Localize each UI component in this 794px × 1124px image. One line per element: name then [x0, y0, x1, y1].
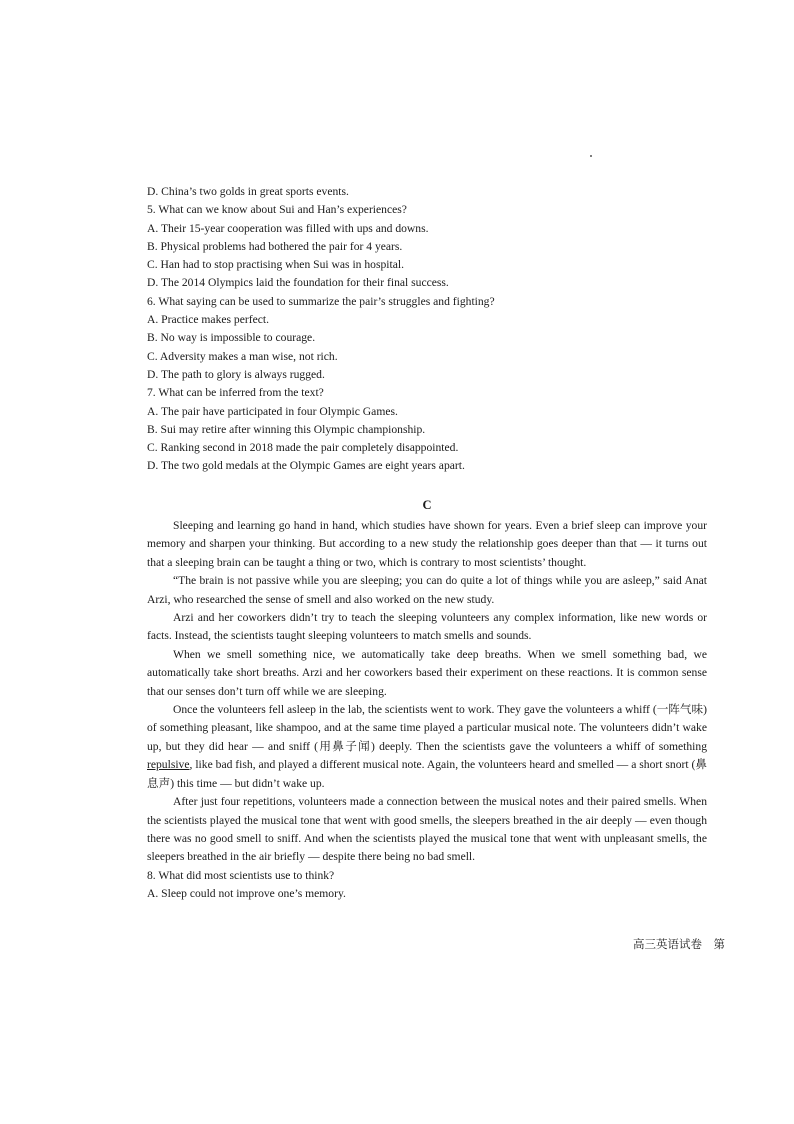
passage-paragraph: When we smell something nice, we automatically take deep breaths. When we smell something bad, we automatically take short breaths. Arzi and her coworkers based their experiment on these reactions. It is common sense that our senses don’t turn off while we are sleeping. — [147, 647, 707, 698]
option-line: A. Sleep could not improve one’s memory. — [147, 887, 346, 901]
option-line: D. The path to glory is always rugged. — [147, 367, 325, 381]
section-heading: C — [422, 498, 432, 512]
question-line: 6. What saying can be used to summarize the pair’s struggles and fighting? — [147, 294, 495, 308]
option-line: A. Practice makes perfect. — [147, 313, 269, 327]
passage-paragraph — [147, 701, 707, 793]
option-line: A. The pair have participated in four Olympic Games. — [147, 404, 398, 418]
question-options-block — [147, 183, 707, 476]
option-line: C. Ranking second in 2018 made the pair completely disappointed. — [147, 441, 459, 455]
passage-paragraph: Sleeping and learning go hand in hand, which studies have shown for years. Even a brief sleep can improve your memory and sharpen your thinking. But according to a new study the relationship goes deeper than that — it turns out that a sleeping brain can be taught a thing or two, which is contrary to most scientists’ thought. — [147, 519, 707, 569]
question-line: 5. What can we know about Sui and Han’s experiences? — [147, 203, 407, 217]
option-line: D. The two gold medals at the Olympic Games are eight years apart. — [147, 459, 465, 473]
scan-speck — [590, 155, 592, 157]
option-line: C. Adversity makes a man wise, not rich. — [147, 349, 338, 363]
passage-paragraph: Arzi and her coworkers didn’t try to teach the sleeping volunteers any complex information, like new words or facts. Instead, the scientists taught sleeping volunteers to match smells and sounds. — [147, 611, 707, 643]
option-line: A. Their 15-year cooperation was filled with ups and downs. — [147, 221, 429, 235]
underlined-word: repulsive — [147, 758, 190, 772]
option-line: B. No way is impossible to courage. — [147, 331, 316, 345]
page-footer: 高三英语试卷 第 — [633, 939, 725, 951]
paragraph-text: , like bad fish, and played a different musical note. Again, the volunteers heard and smelled — a short snort (鼻息声) this time — but didn’t wake up. — [147, 758, 707, 790]
option-line: B. Sui may retire after winning this Olympic championship. — [147, 422, 426, 436]
paragraph-text: Once the volunteers fell asleep in the lab, the scientists went to work. They gave the volunteers a whiff (一阵气味) of something pleasant, like shampoo, and at the same time played a particular musical note. The volunteers didn’t wake up, but they did hear — and sniff (用鼻子闻) deeply. Then the scientists gave the volunteers a whiff of something — [147, 703, 707, 753]
reading-passage — [147, 517, 707, 904]
option-line: C. Han had to stop practising when Sui was in hospital. — [147, 258, 404, 272]
passage-paragraph: “The brain is not passive while you are sleeping; you can do quite a lot of things while you are asleep,” said Anat Arzi, who researched the sense of smell and also worked on the new study. — [147, 574, 707, 606]
option-line: D. China’s two golds in great sports events. — [147, 185, 349, 198]
question-line: 8. What did most scientists use to think? — [147, 868, 335, 882]
option-line: D. The 2014 Olympics laid the foundation for their final success. — [147, 276, 449, 290]
passage-paragraph: After just four repetitions, volunteers made a connection between the musical notes and their paired smells. When the scientists played the musical tone that went with good smells, the sleepers breathed in the air deeply — even though there was no good smell to sniff. And when the scientists played the musical tone that went with unpleasant smells, the sleepers breathed in the air briefly — despite there being no bad smell. — [147, 795, 707, 864]
question-line: 7. What can be inferred from the text? — [147, 386, 324, 400]
option-line: B. Physical problems had bothered the pair for 4 years. — [147, 239, 403, 253]
